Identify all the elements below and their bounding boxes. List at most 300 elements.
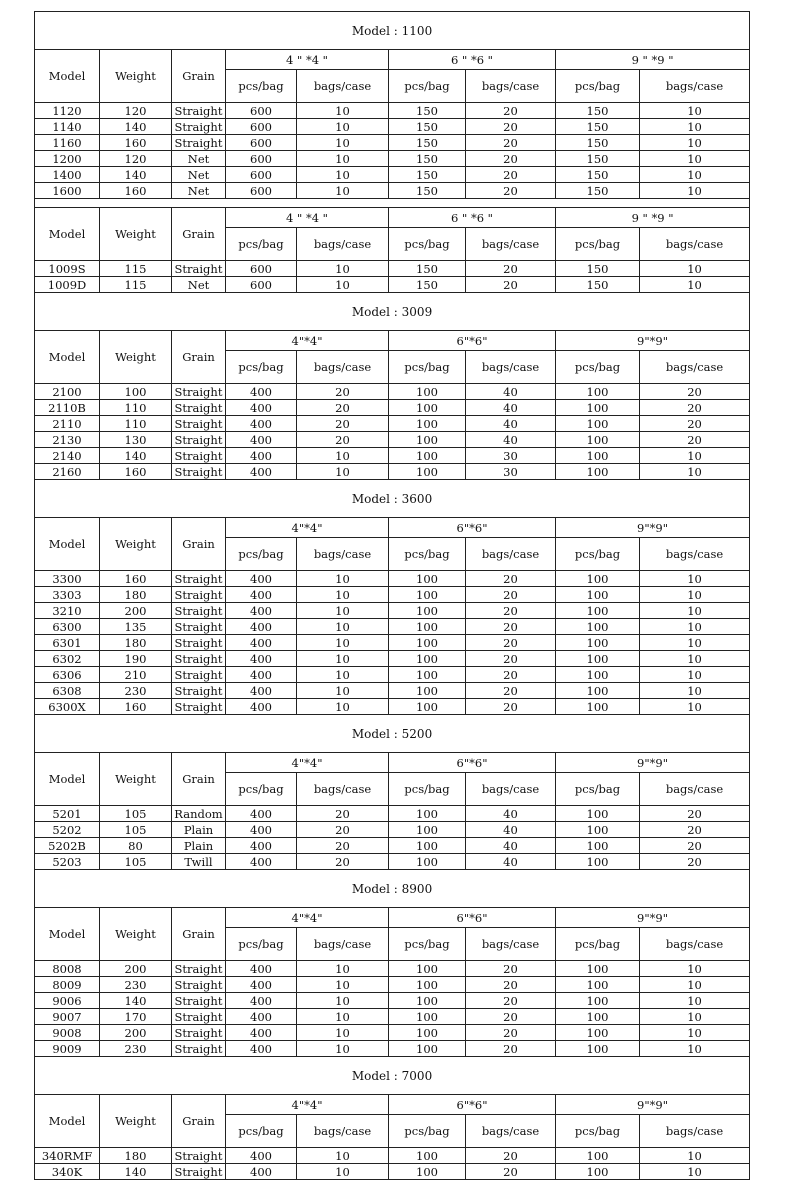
table-cell: 10 xyxy=(640,603,750,619)
table-cell: 150 xyxy=(389,167,466,183)
table-cell: 130 xyxy=(100,432,172,448)
size-header: 4 " *4 " xyxy=(226,50,389,70)
table-cell: 210 xyxy=(100,667,172,683)
table-cell: 20 xyxy=(297,854,389,870)
table-row xyxy=(35,464,750,480)
bags-case-header: bags/case xyxy=(640,70,750,103)
table-cell: 400 xyxy=(226,854,297,870)
table-cell: 10 xyxy=(297,183,389,199)
table-cell: Net xyxy=(172,151,226,167)
size-header: 4"*4" xyxy=(226,518,389,538)
bags-case-header: bags/case xyxy=(466,1115,556,1148)
section-title-row xyxy=(35,715,750,753)
table-cell: 100 xyxy=(556,571,640,587)
table-cell: 10 xyxy=(640,119,750,135)
table-cell: 100 xyxy=(389,667,466,683)
table-cell: 100 xyxy=(556,1164,640,1180)
section-title-row xyxy=(35,480,750,518)
table-cell: Twill xyxy=(172,854,226,870)
table-cell: 1009D xyxy=(35,277,100,293)
pcs-bag-header: pcs/bag xyxy=(389,70,466,103)
table-cell: 190 xyxy=(100,651,172,667)
table-cell: 100 xyxy=(389,635,466,651)
table-cell: 20 xyxy=(466,261,556,277)
table-row xyxy=(35,1025,750,1041)
size-header: 4 " *4 " xyxy=(226,208,389,228)
bags-case-header: bags/case xyxy=(297,228,389,261)
table-cell: 1600 xyxy=(35,183,100,199)
table-cell: 105 xyxy=(100,854,172,870)
table-cell: 100 xyxy=(556,993,640,1009)
table-cell: 600 xyxy=(226,277,297,293)
table-row xyxy=(35,651,750,667)
table-cell: 10 xyxy=(297,1025,389,1041)
bags-case-header: bags/case xyxy=(466,928,556,961)
table-cell: 10 xyxy=(297,603,389,619)
table-cell: 10 xyxy=(297,993,389,1009)
table-cell: 160 xyxy=(100,135,172,151)
table-cell: Straight xyxy=(172,619,226,635)
bags-case-header: bags/case xyxy=(640,228,750,261)
pcs-bag-header: pcs/bag xyxy=(389,1115,466,1148)
table-cell: 10 xyxy=(297,587,389,603)
table-cell: 20 xyxy=(466,667,556,683)
table-row xyxy=(35,635,750,651)
table-cell: 100 xyxy=(389,683,466,699)
table-cell: 140 xyxy=(100,167,172,183)
bags-case-header: bags/case xyxy=(640,351,750,384)
table-cell: 1009S xyxy=(35,261,100,277)
table-cell: 150 xyxy=(556,119,640,135)
table-cell: 20 xyxy=(640,822,750,838)
table-cell: 600 xyxy=(226,261,297,277)
table-row xyxy=(35,961,750,977)
table-row xyxy=(35,384,750,400)
table-cell: 20 xyxy=(466,103,556,119)
table-cell: 100 xyxy=(556,854,640,870)
table-cell: 400 xyxy=(226,1025,297,1041)
section-title-row xyxy=(35,870,750,908)
table-cell: 10 xyxy=(297,1009,389,1025)
table-cell: 230 xyxy=(100,1041,172,1057)
table-cell: 115 xyxy=(100,277,172,293)
table-cell: 40 xyxy=(466,384,556,400)
table-cell: 10 xyxy=(640,1025,750,1041)
table-cell: 10 xyxy=(640,651,750,667)
table-cell: 1160 xyxy=(35,135,100,151)
model-header: Model xyxy=(35,1095,100,1148)
table-cell: 100 xyxy=(389,384,466,400)
table-cell: 180 xyxy=(100,587,172,603)
table-cell: 100 xyxy=(389,464,466,480)
table-cell: 400 xyxy=(226,1164,297,1180)
table-cell: 20 xyxy=(466,1025,556,1041)
table-cell: 3210 xyxy=(35,603,100,619)
table-cell: 10 xyxy=(297,119,389,135)
pcs-bag-header: pcs/bag xyxy=(226,773,297,806)
table-cell: 100 xyxy=(389,619,466,635)
table-cell: 600 xyxy=(226,103,297,119)
table-cell: 150 xyxy=(556,167,640,183)
table-cell: 10 xyxy=(640,167,750,183)
table-cell: 10 xyxy=(297,261,389,277)
pcs-bag-header: pcs/bag xyxy=(226,70,297,103)
table-row xyxy=(35,261,750,277)
table-cell: 40 xyxy=(466,838,556,854)
size-header: 9 " *9 " xyxy=(556,50,750,70)
table-cell: 340K xyxy=(35,1164,100,1180)
table-row xyxy=(35,683,750,699)
weight-header: Weight xyxy=(100,208,172,261)
table-cell: 9007 xyxy=(35,1009,100,1025)
table-cell: 10 xyxy=(640,619,750,635)
weight-header: Weight xyxy=(100,518,172,571)
table-cell: 20 xyxy=(466,683,556,699)
pcs-bag-header: pcs/bag xyxy=(226,351,297,384)
size-header: 6"*6" xyxy=(389,331,556,351)
table-cell: 600 xyxy=(226,183,297,199)
table-cell: Straight xyxy=(172,961,226,977)
table-cell: 20 xyxy=(466,1164,556,1180)
table-cell: 20 xyxy=(640,806,750,822)
pcs-bag-header: pcs/bag xyxy=(226,538,297,571)
table-cell: Straight xyxy=(172,571,226,587)
table-cell: 10 xyxy=(640,667,750,683)
table-cell: 100 xyxy=(556,1041,640,1057)
table-cell: 30 xyxy=(466,448,556,464)
table-cell: 150 xyxy=(556,277,640,293)
table-cell: 100 xyxy=(389,651,466,667)
table-cell: 20 xyxy=(297,400,389,416)
table-row xyxy=(35,571,750,587)
table-cell: 600 xyxy=(226,119,297,135)
table-cell: 100 xyxy=(389,822,466,838)
table-row xyxy=(35,1041,750,1057)
table-row xyxy=(35,993,750,1009)
table-cell: 400 xyxy=(226,651,297,667)
section-title: Model : 3600 xyxy=(35,480,750,518)
section-spacer xyxy=(35,199,750,208)
table-cell: 100 xyxy=(389,400,466,416)
table-cell: 400 xyxy=(226,822,297,838)
table-cell: 40 xyxy=(466,806,556,822)
bags-case-header: bags/case xyxy=(640,928,750,961)
table-cell: 40 xyxy=(466,416,556,432)
table-cell: 10 xyxy=(297,977,389,993)
table-cell: Straight xyxy=(172,1148,226,1164)
table-cell: 10 xyxy=(640,151,750,167)
table-cell: Plain xyxy=(172,838,226,854)
table-cell: 100 xyxy=(556,384,640,400)
table-cell: 150 xyxy=(556,261,640,277)
table-cell: 150 xyxy=(389,183,466,199)
size-header: 6 " *6 " xyxy=(389,208,556,228)
table-cell: Straight xyxy=(172,416,226,432)
table-row xyxy=(35,699,750,715)
table-cell: 20 xyxy=(466,977,556,993)
table-cell: 100 xyxy=(556,651,640,667)
table-cell: 10 xyxy=(297,651,389,667)
table-cell: 2110 xyxy=(35,416,100,432)
table-cell: 400 xyxy=(226,400,297,416)
table-cell: 40 xyxy=(466,854,556,870)
table-cell: 180 xyxy=(100,635,172,651)
table-cell: 160 xyxy=(100,464,172,480)
table-cell: 20 xyxy=(466,1148,556,1164)
table-cell: 230 xyxy=(100,977,172,993)
table-cell: 150 xyxy=(556,103,640,119)
table-cell: 100 xyxy=(389,993,466,1009)
header-row xyxy=(35,908,750,928)
table-row xyxy=(35,448,750,464)
grain-header: Grain xyxy=(172,753,226,806)
table-cell: 20 xyxy=(297,416,389,432)
size-header: 4"*4" xyxy=(226,753,389,773)
table-cell: 140 xyxy=(100,448,172,464)
table-cell: 10 xyxy=(640,977,750,993)
table-cell: 10 xyxy=(297,464,389,480)
table-cell: 20 xyxy=(640,854,750,870)
table-row xyxy=(35,603,750,619)
table-cell: 20 xyxy=(466,587,556,603)
table-cell: 100 xyxy=(389,977,466,993)
table-cell: 10 xyxy=(297,135,389,151)
table-cell: 400 xyxy=(226,1148,297,1164)
table-cell: 5203 xyxy=(35,854,100,870)
pcs-bag-header: pcs/bag xyxy=(389,773,466,806)
table-row xyxy=(35,432,750,448)
table-cell: 100 xyxy=(100,384,172,400)
header-row xyxy=(35,331,750,351)
table-cell: 140 xyxy=(100,119,172,135)
table-cell: 3303 xyxy=(35,587,100,603)
table-row xyxy=(35,1009,750,1025)
table-cell: 100 xyxy=(556,432,640,448)
size-header: 6 " *6 " xyxy=(389,50,556,70)
table-cell: 100 xyxy=(556,587,640,603)
table-cell: 100 xyxy=(556,635,640,651)
table-cell: Straight xyxy=(172,1009,226,1025)
table-cell: Straight xyxy=(172,135,226,151)
grain-header: Grain xyxy=(172,208,226,261)
table-cell: 150 xyxy=(389,261,466,277)
table-cell: 400 xyxy=(226,432,297,448)
table-cell: 230 xyxy=(100,683,172,699)
table-cell: 5202B xyxy=(35,838,100,854)
table-cell: 120 xyxy=(100,151,172,167)
table-cell: 400 xyxy=(226,961,297,977)
table-cell: 10 xyxy=(297,699,389,715)
table-cell: 10 xyxy=(297,619,389,635)
section-title: Model : 5200 xyxy=(35,715,750,753)
table-cell: 400 xyxy=(226,1009,297,1025)
table-cell: 10 xyxy=(297,571,389,587)
bags-case-header: bags/case xyxy=(297,773,389,806)
table-cell: 600 xyxy=(226,167,297,183)
table-cell: 150 xyxy=(389,119,466,135)
size-header: 6"*6" xyxy=(389,753,556,773)
table-cell: 20 xyxy=(466,183,556,199)
table-cell: 110 xyxy=(100,400,172,416)
table-cell: 100 xyxy=(556,619,640,635)
table-cell: 100 xyxy=(556,1009,640,1025)
bags-case-header: bags/case xyxy=(466,351,556,384)
bags-case-header: bags/case xyxy=(466,70,556,103)
table-cell: 6300 xyxy=(35,619,100,635)
section-title: Model : 1100 xyxy=(35,12,750,50)
table-cell: 400 xyxy=(226,806,297,822)
table-cell: 150 xyxy=(389,277,466,293)
table-cell: Straight xyxy=(172,1164,226,1180)
table-cell: 9006 xyxy=(35,993,100,1009)
table-cell: 200 xyxy=(100,603,172,619)
pcs-bag-header: pcs/bag xyxy=(556,538,640,571)
table-cell: 20 xyxy=(466,135,556,151)
table-cell: 20 xyxy=(466,993,556,1009)
table-cell: 140 xyxy=(100,1164,172,1180)
pcs-bag-header: pcs/bag xyxy=(226,928,297,961)
table-cell: 400 xyxy=(226,384,297,400)
table-cell: 10 xyxy=(640,1148,750,1164)
table-cell: 100 xyxy=(556,416,640,432)
table-cell: 10 xyxy=(297,151,389,167)
table-cell: 400 xyxy=(226,587,297,603)
table-cell: 160 xyxy=(100,183,172,199)
pcs-bag-header: pcs/bag xyxy=(556,773,640,806)
header-row xyxy=(35,753,750,773)
table-cell: 2130 xyxy=(35,432,100,448)
table-cell: 10 xyxy=(640,1041,750,1057)
section-title-row xyxy=(35,199,750,208)
size-header: 9 " *9 " xyxy=(556,208,750,228)
model-header: Model xyxy=(35,50,100,103)
table-cell: 100 xyxy=(556,683,640,699)
table-cell: 160 xyxy=(100,571,172,587)
pcs-bag-header: pcs/bag xyxy=(226,1115,297,1148)
table-cell: 400 xyxy=(226,993,297,1009)
size-header: 6"*6" xyxy=(389,908,556,928)
size-header: 4"*4" xyxy=(226,331,389,351)
table-cell: 10 xyxy=(640,699,750,715)
table-cell: 170 xyxy=(100,1009,172,1025)
table-cell: 20 xyxy=(297,384,389,400)
weight-header: Weight xyxy=(100,331,172,384)
table-cell: 400 xyxy=(226,667,297,683)
table-cell: 9009 xyxy=(35,1041,100,1057)
table-cell: 10 xyxy=(640,135,750,151)
table-cell: 10 xyxy=(640,103,750,119)
table-row xyxy=(35,822,750,838)
table-cell: 20 xyxy=(466,571,556,587)
pcs-bag-header: pcs/bag xyxy=(389,928,466,961)
size-header: 9"*9" xyxy=(556,1095,750,1115)
grain-header: Grain xyxy=(172,331,226,384)
pcs-bag-header: pcs/bag xyxy=(389,538,466,571)
table-cell: Straight xyxy=(172,587,226,603)
table-cell: 10 xyxy=(640,1164,750,1180)
table-cell: 10 xyxy=(640,183,750,199)
table-cell: 400 xyxy=(226,635,297,651)
table-cell: 2140 xyxy=(35,448,100,464)
pcs-bag-header: pcs/bag xyxy=(556,351,640,384)
table-cell: Straight xyxy=(172,432,226,448)
table-cell: 400 xyxy=(226,619,297,635)
pcs-bag-header: pcs/bag xyxy=(556,928,640,961)
table-cell: 10 xyxy=(297,635,389,651)
bags-case-header: bags/case xyxy=(466,538,556,571)
table-cell: 100 xyxy=(556,448,640,464)
weight-header: Weight xyxy=(100,908,172,961)
table-cell: 30 xyxy=(466,464,556,480)
table-cell: 100 xyxy=(556,1025,640,1041)
model-header: Model xyxy=(35,908,100,961)
table-cell: 100 xyxy=(389,1009,466,1025)
bags-case-header: bags/case xyxy=(297,1115,389,1148)
spec-document xyxy=(34,11,749,1180)
table-cell: 10 xyxy=(297,1164,389,1180)
table-cell: Straight xyxy=(172,1041,226,1057)
table-cell: 20 xyxy=(640,400,750,416)
table-cell: Random xyxy=(172,806,226,822)
table-cell: 20 xyxy=(297,822,389,838)
table-cell: 100 xyxy=(556,464,640,480)
table-cell: 1120 xyxy=(35,103,100,119)
pcs-bag-header: pcs/bag xyxy=(556,1115,640,1148)
table-cell: 100 xyxy=(389,448,466,464)
table-cell: 6300X xyxy=(35,699,100,715)
table-cell: 80 xyxy=(100,838,172,854)
weight-header: Weight xyxy=(100,1095,172,1148)
pcs-bag-header: pcs/bag xyxy=(556,70,640,103)
weight-header: Weight xyxy=(100,753,172,806)
model-header: Model xyxy=(35,753,100,806)
table-cell: 100 xyxy=(389,1025,466,1041)
table-cell: 200 xyxy=(100,1025,172,1041)
table-cell: 100 xyxy=(389,854,466,870)
table-cell: 8009 xyxy=(35,977,100,993)
table-row xyxy=(35,667,750,683)
bags-case-header: bags/case xyxy=(640,773,750,806)
table-cell: 400 xyxy=(226,603,297,619)
table-cell: 10 xyxy=(297,167,389,183)
size-header: 9"*9" xyxy=(556,331,750,351)
table-cell: Straight xyxy=(172,667,226,683)
table-row xyxy=(35,103,750,119)
table-cell: 100 xyxy=(389,838,466,854)
header-row xyxy=(35,1095,750,1115)
table-cell: 40 xyxy=(466,432,556,448)
table-row xyxy=(35,587,750,603)
table-cell: 100 xyxy=(389,1164,466,1180)
table-cell: 10 xyxy=(297,277,389,293)
table-cell: 100 xyxy=(389,806,466,822)
table-row xyxy=(35,854,750,870)
table-row xyxy=(35,619,750,635)
table-cell: Straight xyxy=(172,699,226,715)
table-cell: Straight xyxy=(172,464,226,480)
table-row xyxy=(35,1164,750,1180)
table-cell: 9008 xyxy=(35,1025,100,1041)
table-cell: 400 xyxy=(226,699,297,715)
table-cell: 20 xyxy=(297,806,389,822)
bags-case-header: bags/case xyxy=(640,1115,750,1148)
table-cell: 340RMF xyxy=(35,1148,100,1164)
size-header: 9"*9" xyxy=(556,518,750,538)
table-cell: 20 xyxy=(466,651,556,667)
table-cell: 10 xyxy=(640,993,750,1009)
table-cell: 100 xyxy=(389,587,466,603)
table-cell: 10 xyxy=(297,683,389,699)
